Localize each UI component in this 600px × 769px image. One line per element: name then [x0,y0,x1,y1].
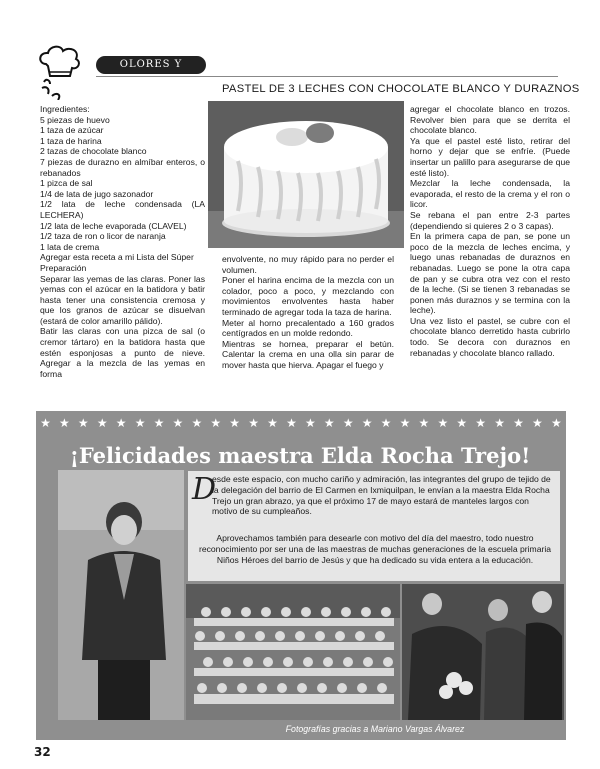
preparation-step: Mezclar la leche condensada, la evaporada, el resto de la crema y el ron o licor. [410,178,570,210]
star-icon: ★ [475,416,487,430]
star-icon: ★ [323,416,335,430]
ingredient-line: 1 taza de azúcar [40,125,104,136]
preparation-step: Se rebana el pan entre 2-3 partes (dependiendo si quieres 2 o 3 capas). [410,209,570,231]
star-icon: ★ [229,416,241,430]
star-icon: ★ [191,416,203,430]
star-icon: ★ [513,416,524,430]
ingredients-heading: Ingredientes: [40,104,90,114]
recipe-title: PASTEL DE 3 LECHES CON CHOCOLATE BLANCO Y DURAZNOS [222,83,580,95]
shopping-list-link[interactable]: Agregar esta receta a mi Lista del Súper [40,252,194,263]
star-icon: ★ [550,416,562,430]
preparation-step: Una vez listo el pastel, se cubre con el chocolate blanco derretido hasta cubrirlo todo. Se decora con duraznos en rebanadas y chocolate blanco rallado. [410,315,570,358]
star-icon: ★ [418,416,430,430]
recipe-column-1 [40,104,205,379]
header-rule [96,76,558,77]
star-icon: ★ [399,416,411,430]
star-icon: ★ [494,416,505,430]
photo-credit: Fotografías gracias a Mariano Vargas Álvarez [285,724,465,734]
preparation-step: Mientras se hornea, preparar el betún. Calentar la crema en una olla sin parar de mover hasta que hierva. Apagar el fuego y [222,338,394,370]
star-border [36,415,566,431]
ingredient-line: 7 piezas de durazno en almíbar enteros, o rebanados [40,156,205,178]
preparation-step: envolvente, no muy rápido para no perder el volumen. [222,254,394,275]
preparation-step: Batir las claras con una pizca de sal (o cremor tártaro) en la batidora hasta que estén esponjosas a punto de nieve. Agregar a la mezcla de las yemas en forma [40,326,205,379]
message-paragraph-2: Aprovechamos también para desearle con motivo del día del maestro, todo nuestro reconocimiento por ser una de las maestras de muchas generaciones de la escuela primaria Niños Héroes del barrio de Jesús y que ha dedicado su vida entera a la educación. [198,533,552,565]
congrats-title: ¡Felicidades maestra Elda Rocha Trejo! [69,443,531,468]
ingredient-line: 1 taza de harina [40,135,102,146]
ingredient-line: 1/2 lata de leche condensada (LA LECHERA) [40,199,205,220]
page-number: 32 [34,745,51,759]
recipe-column-3 [410,104,570,358]
star-icon: ★ [153,416,165,430]
preparation-step: Separar las yemas de las claras. Poner las yemas con el azúcar en la batidora y batir hasta tener una consistencia cremosa y que los granos de azúcar se disuelvan (estará de color amarillo pálido). [40,273,205,326]
ingredient-line: 5 piezas de huevo [40,114,110,125]
star-icon: ★ [172,416,184,430]
star-icon: ★ [380,416,392,430]
star-icon: ★ [40,416,51,430]
ingredient-line: 1/2 taza de ron o licor de naranja [40,231,166,242]
star-icon: ★ [304,416,316,430]
star-icon: ★ [134,416,146,430]
preparation-heading: Preparación [40,262,87,273]
preparation-step: Poner el harina encima de la mezcla con un colador, poco a poco, y mezclando con movimientos envolventes hasta haber terminado de agregar toda la taza de harina. [222,275,394,317]
section-label: OLORES Y SABORES [96,56,206,74]
star-icon: ★ [96,416,108,430]
preparation-step: En la primera capa de pan, se pone un poco de la mezcla de leches encima, y luego unas rebanadas de duraznos en rebanadas. Luego se pone la otra capa de pan y se cubra otra vez con el resto de la leche. (Si se tienen 3 rebanadas se ponen más duraznos y se termina con la leche). [410,231,570,316]
ingredient-line: 1/4 de lata de jugo sazonador [40,188,154,199]
star-icon: ★ [210,416,222,430]
preparation-step: Meter al horno precalentado a 160 grados centígrados en un molde redondo. [222,317,394,339]
star-icon: ★ [115,416,127,430]
star-icon: ★ [342,416,354,430]
ingredient-line: 1 pizca de sal [40,178,93,189]
star-icon: ★ [437,416,449,430]
star-icon: ★ [286,416,297,430]
star-icon: ★ [59,416,70,430]
ingredient-line: 1/2 lata de leche evaporada (CLAVEL) [40,220,187,231]
cake-photo [208,101,404,248]
star-icon: ★ [248,416,259,430]
preparation-step: agregar el chocolate blanco en trozos. Revolver bien para que se derrita el chocolate blanco. [410,104,570,136]
ingredient-line: 2 tazas de chocolate blanco [40,146,147,157]
star-icon: ★ [456,416,468,430]
recipe-column-2 [222,254,394,371]
chef-hat-icon [36,44,82,100]
star-icon: ★ [361,416,373,430]
dropcap-letter: D [192,472,217,507]
message-paragraph-1: esde este espacio, con mucho cariño y admiración, las integrantes del grupo de tejido de la delegación del barrio de El Carmen en Ixmiquilpan, le envían a la maestra Elda Rocha Trejo un gran abrazo, ya que el próximo 17 de mayo estará de manteles largos con motivo de su cumpleaños. [212,474,551,517]
teacher-portrait-photo [58,470,184,720]
celebration-photo [402,584,564,720]
class-group-photo [186,584,400,720]
preparation-step: Ya que el pastel esté listo, retirar del horno y dejar que se enfríe. (Puede insertar un palillo para asegurarse de que esté listo). [410,135,570,178]
star-icon: ★ [77,416,89,430]
star-icon: ★ [532,416,543,430]
ingredient-line: 1 lata de crema [40,241,100,252]
star-icon: ★ [267,416,278,430]
